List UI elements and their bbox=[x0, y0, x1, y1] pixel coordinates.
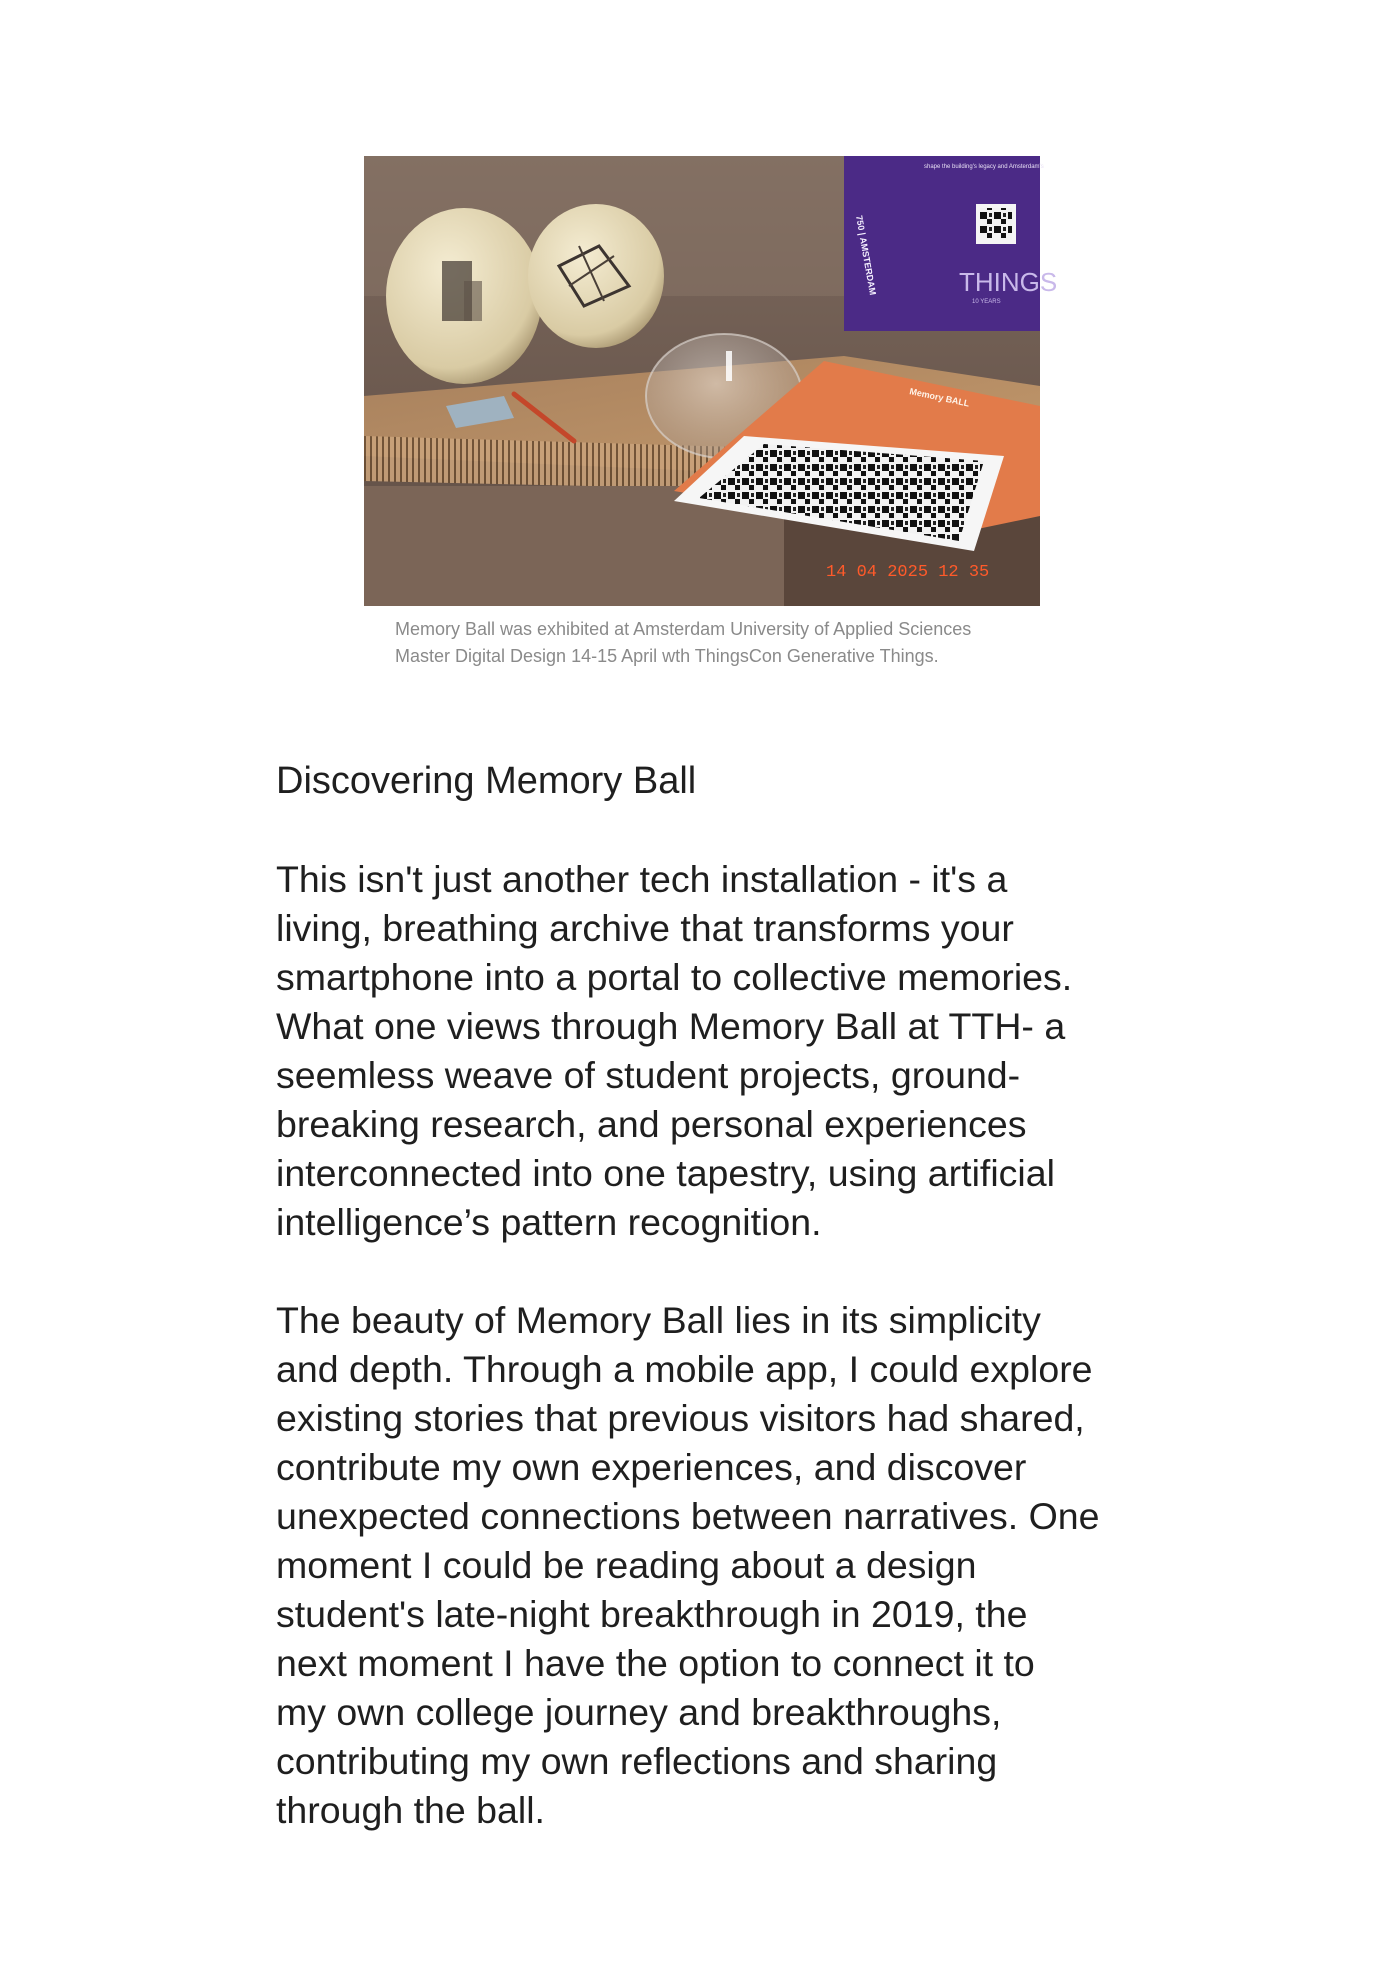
placard-title: Memory BALL bbox=[908, 386, 971, 409]
paragraph-line: This isn't just another tech installation - it's a bbox=[276, 858, 1008, 900]
section-heading: Discovering Memory Ball bbox=[276, 760, 697, 802]
paragraph-line: breaking research, and personal experiences bbox=[276, 1103, 1027, 1145]
paragraph-line: unexpected connections between narratives. One bbox=[276, 1495, 1100, 1537]
paragraph-line: next moment I have the option to connect it to bbox=[276, 1642, 1035, 1684]
poster-logo-sub: 10 YEARS bbox=[972, 299, 1001, 305]
paragraph-line: seemless weave of student projects, ground- bbox=[276, 1054, 1021, 1096]
paragraph-line: intelligence’s pattern recognition. bbox=[276, 1201, 822, 1243]
paragraph-beauty bbox=[276, 1296, 1176, 1835]
paragraph-line: smartphone into a portal to collective memories. bbox=[276, 956, 1073, 998]
poster-top-text: shape the building's legacy and Amsterdam's bbox=[924, 164, 1044, 170]
paragraph-line: What one views through Memory Ball at TTH- a bbox=[276, 1005, 1066, 1047]
paragraph-line: contributing my own reflections and sharing bbox=[276, 1740, 998, 1782]
paragraph-line: living, breathing archive that transforms your bbox=[276, 907, 1014, 949]
paragraph-line: through the ball. bbox=[276, 1789, 545, 1831]
caption-line: Memory Ball was exhibited at Amsterdam University of Applied Sciences bbox=[395, 619, 972, 639]
paragraph-line: student's late-night breakthrough in 2019, the bbox=[276, 1593, 1028, 1635]
photo-timestamp: 14 04 2025 12 35 bbox=[826, 563, 990, 582]
paragraph-line: interconnected into one tapestry, using artificial bbox=[276, 1152, 1055, 1194]
caption-line: Master Digital Design 14-15 April wth ThingsCon Generative Things. bbox=[395, 646, 939, 666]
poster-logo: THINGS bbox=[959, 267, 1058, 297]
memory-ball-middle bbox=[528, 204, 664, 348]
paragraph-line: my own college journey and breakthroughs, bbox=[276, 1691, 1002, 1733]
paragraph-line: moment I could be reading about a design bbox=[276, 1544, 977, 1586]
poster-side-text: 750 | AMSTERDAM bbox=[854, 214, 878, 296]
paragraph-line: The beauty of Memory Ball lies in its simplicity bbox=[276, 1299, 1041, 1341]
photo-caption bbox=[395, 616, 1035, 670]
paragraph-line: and depth. Through a mobile app, I could explore bbox=[276, 1348, 1093, 1390]
paragraph-line: contribute my own experiences, and discover bbox=[276, 1446, 1027, 1488]
paragraph-line: existing stories that previous visitors had shared, bbox=[276, 1397, 1085, 1439]
paragraph-intro bbox=[276, 855, 1176, 1247]
exhibition-photo bbox=[364, 156, 1058, 606]
